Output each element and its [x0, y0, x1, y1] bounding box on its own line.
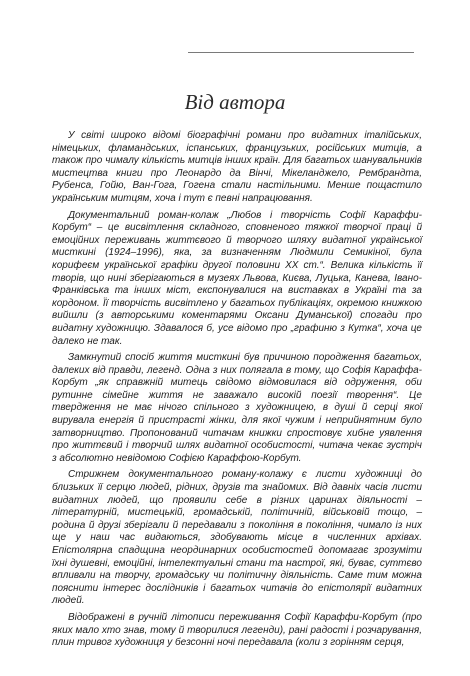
- paragraph-3: Замкнутий спосіб життя мисткині був причиною породження багатьох, далеких від правди, легенд. Одна з них полягала в тому, що Софія Караффа-Корбут „як справжній митець свідомо відмовилася від одруження, оби рутинне сімейне життя не заважало високій поезії творення“. Це твердження не має нічого спільного з художницею, в душі й серці якої вирувала енергія й пристрасті жінки, для якої чужим і неприйнятним було затворництво. Пропонований читачам книжки спростовує хибне уявлення про життєвий і творчий шлях видатної особистості, читача чекає зустріч з абсолютно невідомою Софією Караффою-Корбут.: [52, 352, 422, 464]
- body-text: [52, 130, 422, 653]
- page-title: Від автора: [184, 90, 286, 114]
- paragraph-2: Документальний роман-колаж „Любов і творчість Софії Караффи-Корбут“ – це висвітлення складного, сповненого тяжкої творчої праці й емоційних переживань життєвого й творчого шляху видатної української мисткині (1924–1996), яка, за визначенням Людмили Семикіної, була корифеєм української графіки другої половини XX ст.“. Велика кількість її творів, що нині зберігаються в музеях Львова, Києва, Луцька, Канева, Івано-Франківська та інших міст, експонувалися на виставках в Україні та за кордоном. Її творчість висвітлено у багатьох публікаціях, окремою книжкою вийшли (з авторськими коментарями Оксани Думанської) спогади про видатну художницю. Здавалося б, усе відомо про „графиню з Кутка“, хоча це далеко не так.: [52, 209, 422, 347]
- paragraph-1: У світі широко відомі біографічні романи про видатних італійських, німецьких, фламандських, іспанських, французьких, російських митців, а також про чималу кількість митців інших країн. Для багатьох шанувальників мистецтва книги про Леонардо да Вінчі, Мікеланджело, Рембрандта, Рубенса, Гойю, Ван-Гога, Гогена стали настільними. Менше пощастило українським митцям, хоча і тут є певні напрацювання.: [52, 130, 422, 204]
- paragraph-4: Стрижнем документального роману-колажу є листи художниці до близьких її серцю людей, рідних, друзів та знайомих. Від давніх часів листи видатних людей, що проявили себе в різних царинах діяльності – літературній, мистецькій, громадській, політичній, військовій тощо, – родина й друзі зберігали й передавали з покоління в покоління, чимало із них ще у наш час видаються, здобувають місце в численних архівах. Епістолярна спадщина неординарних особистостей допомагає зрозуміти їхні душевні, емоційні, інтелектуальні стани та настрої, які, буває, суттєво впливали на творчу, громадську чи політичну діяльність. Саме тим можна пояснити інтерес дослідників і багатьох читачів до епістолярії видатних людей.: [52, 469, 422, 607]
- header-rule: [188, 52, 414, 53]
- paragraph-5: Відображені в ручній літописи переживання Софії Караффи-Корбут (про яких мало хто знав, тому й творилися легенди), рані радості і розчарування, плин тривог художниця у безсонні ночі передавала (коли з горінням серця,: [52, 611, 422, 649]
